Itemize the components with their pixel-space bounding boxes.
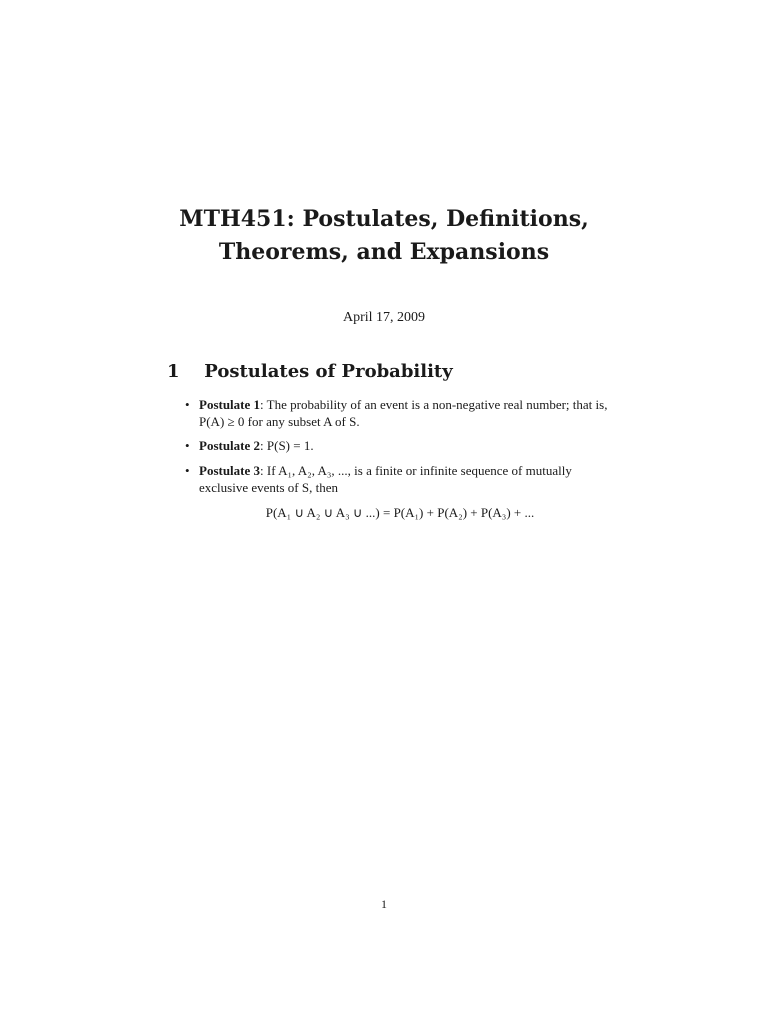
postulate-text: : If A₁, A₂, A₃, ..., is a finite or infinite sequence of mutually exclusive events of S, then xyxy=(199,463,572,495)
document-date: April 17, 2009 xyxy=(342,310,426,325)
postulate-term: Postulate 2 xyxy=(199,438,261,453)
title-line-2: Theorems, and Expansions xyxy=(218,239,550,265)
postulate-term: Postulate 3 xyxy=(199,463,261,478)
title-line-1: MTH451: Postulates, Definitions, xyxy=(179,206,589,232)
section-number: 1 xyxy=(167,361,180,382)
postulate-1 xyxy=(185,396,609,430)
bullet-icon: • xyxy=(185,463,190,478)
display-equation: P(A₁ ∪ A₂ ∪ A₃ ∪ ...) = P(A₁) + P(A₂) + P(A₃) + ... xyxy=(265,505,535,520)
postulate-term: Postulate 1 xyxy=(199,397,261,412)
postulate-text: : P(S) = 1. xyxy=(260,438,314,453)
bullet-icon: • xyxy=(185,397,190,412)
postulate-2 xyxy=(185,437,609,454)
postulate-3 xyxy=(185,462,609,496)
bullet-icon: • xyxy=(185,438,190,453)
page-number: 1 xyxy=(381,897,387,911)
postulate-text: : The probability of an event is a non-negative real number; that is, P(A) ≥ 0 for any subset A of S. xyxy=(199,397,608,429)
section-heading xyxy=(167,361,453,382)
document-title xyxy=(0,203,768,269)
section-title: Postulates of Probability xyxy=(204,361,453,382)
